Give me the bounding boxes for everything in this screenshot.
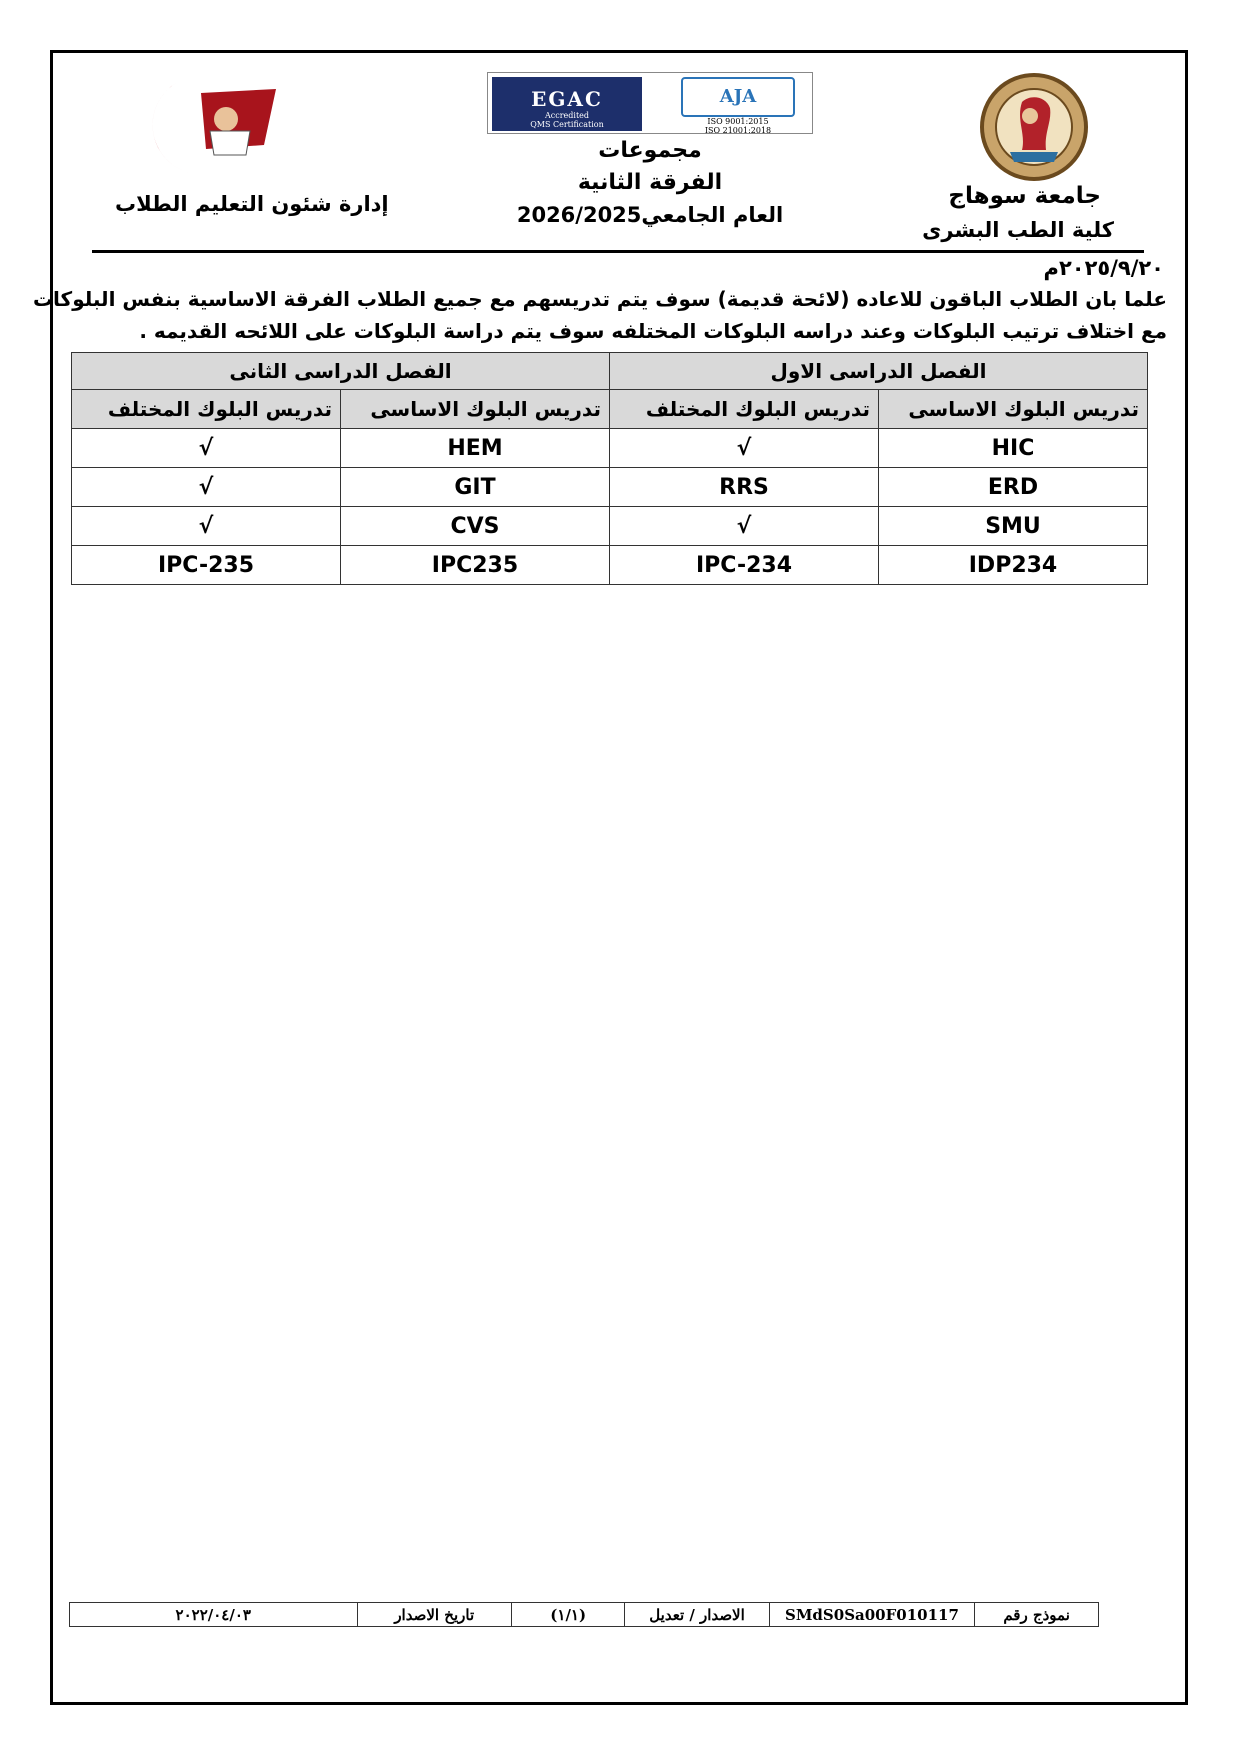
table-cell: SMU bbox=[879, 507, 1148, 546]
table-cell: IDP234 bbox=[879, 546, 1148, 585]
col-basic-header: تدريس البلوك الاساسى bbox=[341, 390, 610, 429]
table-row bbox=[72, 507, 1148, 546]
table-cell: CVS bbox=[341, 507, 610, 546]
header-divider bbox=[92, 250, 1144, 253]
table-cell: IPC-235 bbox=[72, 546, 341, 585]
title-groups: مجموعات bbox=[598, 138, 702, 163]
edition-label: الاصدار / تعديل bbox=[625, 1603, 769, 1627]
col-basic-header: تدريس البلوك الاساسى bbox=[879, 390, 1148, 429]
egac-line: QMS Certification bbox=[530, 120, 604, 129]
note-line-2: مع اختلاف ترتيب البلوكات وعند دراسه البلوكات المختلفه سوف يتم دراسة البلوكات على اللائحه القديمه . bbox=[139, 319, 1167, 343]
col-diff-header: تدريس البلوك المختلف bbox=[610, 390, 879, 429]
table-cell: √ bbox=[610, 429, 879, 468]
title-academic-year: العام الجامعي2026/2025 bbox=[516, 203, 784, 227]
aja-certification-logo bbox=[668, 77, 808, 135]
faculty-of-medicine-logo bbox=[106, 75, 302, 175]
note-line-1: علما بان الطلاب الباقون للاعاده (لائحة قديمة) سوف يتم تدريسهم مع جميع الطلاب الفرقة الاساسية بنفس البلوكات bbox=[32, 287, 1167, 311]
form-footer bbox=[69, 1602, 1099, 1627]
egac-sub: Accredited bbox=[544, 111, 590, 120]
certification-logos bbox=[487, 72, 813, 134]
document-date: ٢٠٢٥/٩/٢٠م bbox=[1043, 256, 1164, 280]
table-cell: ERD bbox=[879, 468, 1148, 507]
aja-globe-icon: AJA bbox=[681, 77, 795, 117]
table-cell: √ bbox=[72, 507, 341, 546]
aja-iso-line: ISO 21001:2018 bbox=[704, 126, 772, 135]
department-name: إدارة شئون التعليم الطلاب bbox=[115, 192, 389, 216]
issue-date: ٢٠٢٢/٠٤/٠٣ bbox=[70, 1603, 358, 1627]
table-row bbox=[72, 468, 1148, 507]
table-cell: √ bbox=[72, 468, 341, 507]
table-cell: √ bbox=[72, 429, 341, 468]
title-year-level: الفرقة الثانية bbox=[577, 170, 723, 195]
semester-2-header: الفصل الدراسى الثانى bbox=[72, 353, 610, 390]
university-name: جامعة سوهاج bbox=[948, 183, 1101, 209]
semester-1-header: الفصل الدراسى الاول bbox=[610, 353, 1148, 390]
table-cell: √ bbox=[610, 507, 879, 546]
egac-text: EGAC bbox=[531, 87, 603, 111]
sohag-university-seal-logo bbox=[970, 72, 1098, 182]
blocks-table bbox=[71, 352, 1148, 585]
form-number-label: نموذج رقم bbox=[975, 1603, 1099, 1627]
table-cell: RRS bbox=[610, 468, 879, 507]
edition-value: (١/١) bbox=[511, 1603, 625, 1627]
aja-iso-line: ISO 9001:2015 bbox=[707, 117, 769, 126]
table-cell: HEM bbox=[341, 429, 610, 468]
table-cell: IPC235 bbox=[341, 546, 610, 585]
faculty-name: كلية الطب البشرى bbox=[922, 218, 1114, 242]
table-row bbox=[72, 429, 1148, 468]
form-number: SMdS0Sa00F010117 bbox=[769, 1603, 975, 1627]
issue-date-label: تاريخ الاصدار bbox=[357, 1603, 511, 1627]
table-cell: GIT bbox=[341, 468, 610, 507]
table-cell: HIC bbox=[879, 429, 1148, 468]
col-diff-header: تدريس البلوك المختلف bbox=[72, 390, 341, 429]
table-cell: IPC-234 bbox=[610, 546, 879, 585]
table-row bbox=[72, 546, 1148, 585]
egac-accreditation-logo bbox=[492, 77, 642, 131]
